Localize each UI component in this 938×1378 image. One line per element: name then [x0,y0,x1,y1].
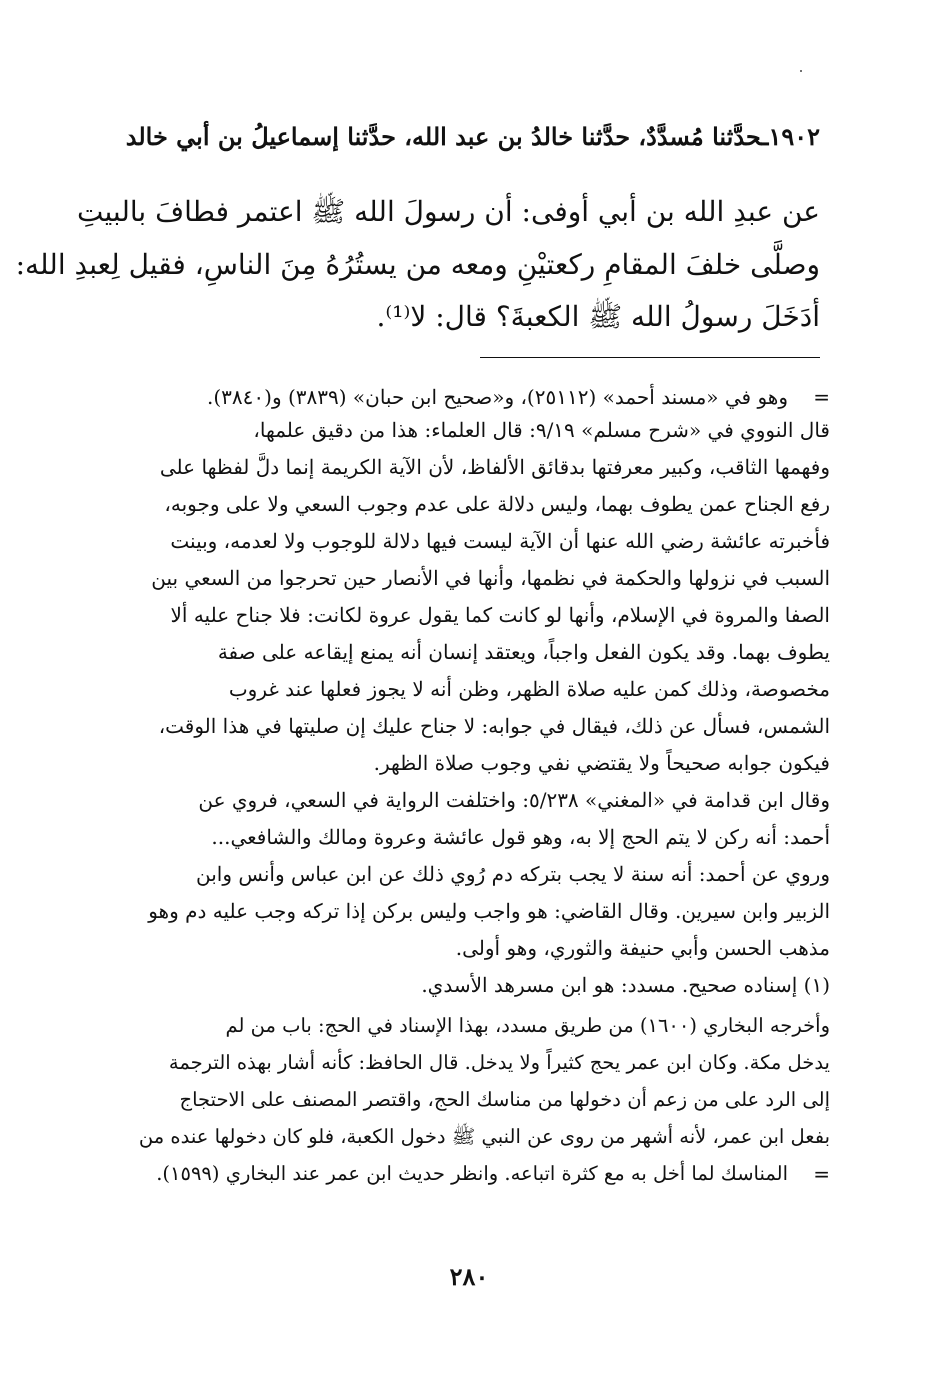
footnote-line: (١) إسناده صحيح. مسدد: هو ابن مسرهد الأسدي. [421,973,830,997]
footnote-continuation-mark-top: = [813,385,830,409]
footnote-line: رفع الجناح عمن يطوف بهما، وليس دلالة على عدم وجوب السعي ولا على وجوبه، [164,492,830,516]
footnote-separator [480,357,820,358]
hadith-text-line: وصلَّى خلفَ المقامِ ركعتيْنِ ومعه من يستُرُهُ مِنَ الناسِ، فقيل لِعبدِ الله: [15,248,820,281]
scan-speck [800,70,802,72]
footnote-line: المناسك لما أخل به مع كثرة اتباعه. وانظر حديث ابن عمر عند البخاري (١٥٩٩). [156,1162,788,1185]
hadith-text-line: أدَخَلَ رسولُ الله ﷺ الكعبةَ؟ قال: لا⁽¹⁾. [376,300,820,333]
footnote-line: أحمد: أنه ركن لا يتم الحج إلا به، وهو قول عائشة وعروة ومالك والشافعي... [211,825,830,849]
footnote-line: يطوف بهما. وقد يكون الفعل واجباً، ويعتقد إنسان أنه يمنع إيقاعه على صفة [217,640,830,664]
footnote-line: مخصوصة، وذلك كمن عليه صلاة الظهر، وظن أنه لا يجوز فعلها عند غروب [228,677,830,701]
footnote-line: بفعل ابن عمر، لأنه أشهر من روى عن النبي ﷺ دخول الكعبة، فلو كان دخولها عنده من [138,1125,830,1148]
footnote-line: وهو في «مسند أحمد» (٢٥١١٢)، و«صحيح ابن حبان» (٣٨٣٩) و(٣٨٤٠). [207,385,788,409]
footnote-line: فيكون جوابه صحيحاً ولا يقتضي نفي وجوب صلاة الظهر. [373,751,830,775]
footnote-line: وفهمها الثاقب، وكبير معرفتها بدقائق الألفاظ، لأن الآية الكريمة إنما دلَّ لفظها على [159,455,830,479]
footnote-line: الشمس، فسأل عن ذلك، فيقال في جوابه: لا جناح عليك إن صليتها في هذا الوقت، [158,714,830,738]
footnote-line: إلى الرد على من زعم أن دخولها من مناسك الحج، واقتصر المصنف على الاحتجاج [179,1088,830,1111]
footnote-line: قال النووي في «شرح مسلم» ٩/١٩: قال العلماء: هذا من دقيق علمها، [253,418,830,442]
footnote-line: السبب في نزولها والحكمة في نظمها، وأنها في الأنصار حين تحرجوا من السعي بين [151,566,830,590]
footnote-line: الزبير وابن سيرين. وقال القاضي: هو واجب وليس بركن إذا تركه وجب عليه دم وهو [148,899,830,923]
footnote-line: وقال ابن قدامة في «المغني» ٥/٢٣٨: واختلفت الرواية في السعي، فروي عن [198,788,830,812]
footnote-continuation-mark-bottom: = [813,1162,830,1186]
footnote-line: الصفا والمروة في الإسلام، وأنها لو كانت كما يقول عروة لكانت: فلا جناح عليه ألا [170,603,830,627]
footnote-line: مذهب الحسن وأبي حنيفة والثوري، وهو أولى. [455,936,830,960]
hadith-isnad-header: ١٩٠٢ـحدَّثنا مُسدَّدٌ، حدَّثنا خالدُ بن عبد الله، حدَّثنا إسماعيلُ بن أبي خالد [125,122,820,151]
footnote-line: وروي عن أحمد: أنه سنة لا يجب بتركه دم رُوي ذلك عن ابن عباس وأنس وابن [195,862,830,886]
page-number: ٢٨٠ [449,1262,489,1291]
footnote-line: وأخرجه البخاري (١٦٠٠) من طريق مسدد، بهذا الإسناد في الحج: باب من لم [225,1014,830,1037]
hadith-text-line: عن عبدِ الله بن أبي أوفى: أن رسولَ الله ﷺ اعتمر فطافَ بالبيتِ [76,195,820,228]
footnote-line: فأخبرته عائشة رضي الله عنها أن الآية ليست فيها دلالة للوجوب ولا لعدمه، وبينت [170,529,830,553]
footnote-line: يدخل مكة. وكان ابن عمر يحج كثيراً ولا يدخل. قال الحافظ: كأنه أشار بهذه الترجمة [168,1051,830,1074]
